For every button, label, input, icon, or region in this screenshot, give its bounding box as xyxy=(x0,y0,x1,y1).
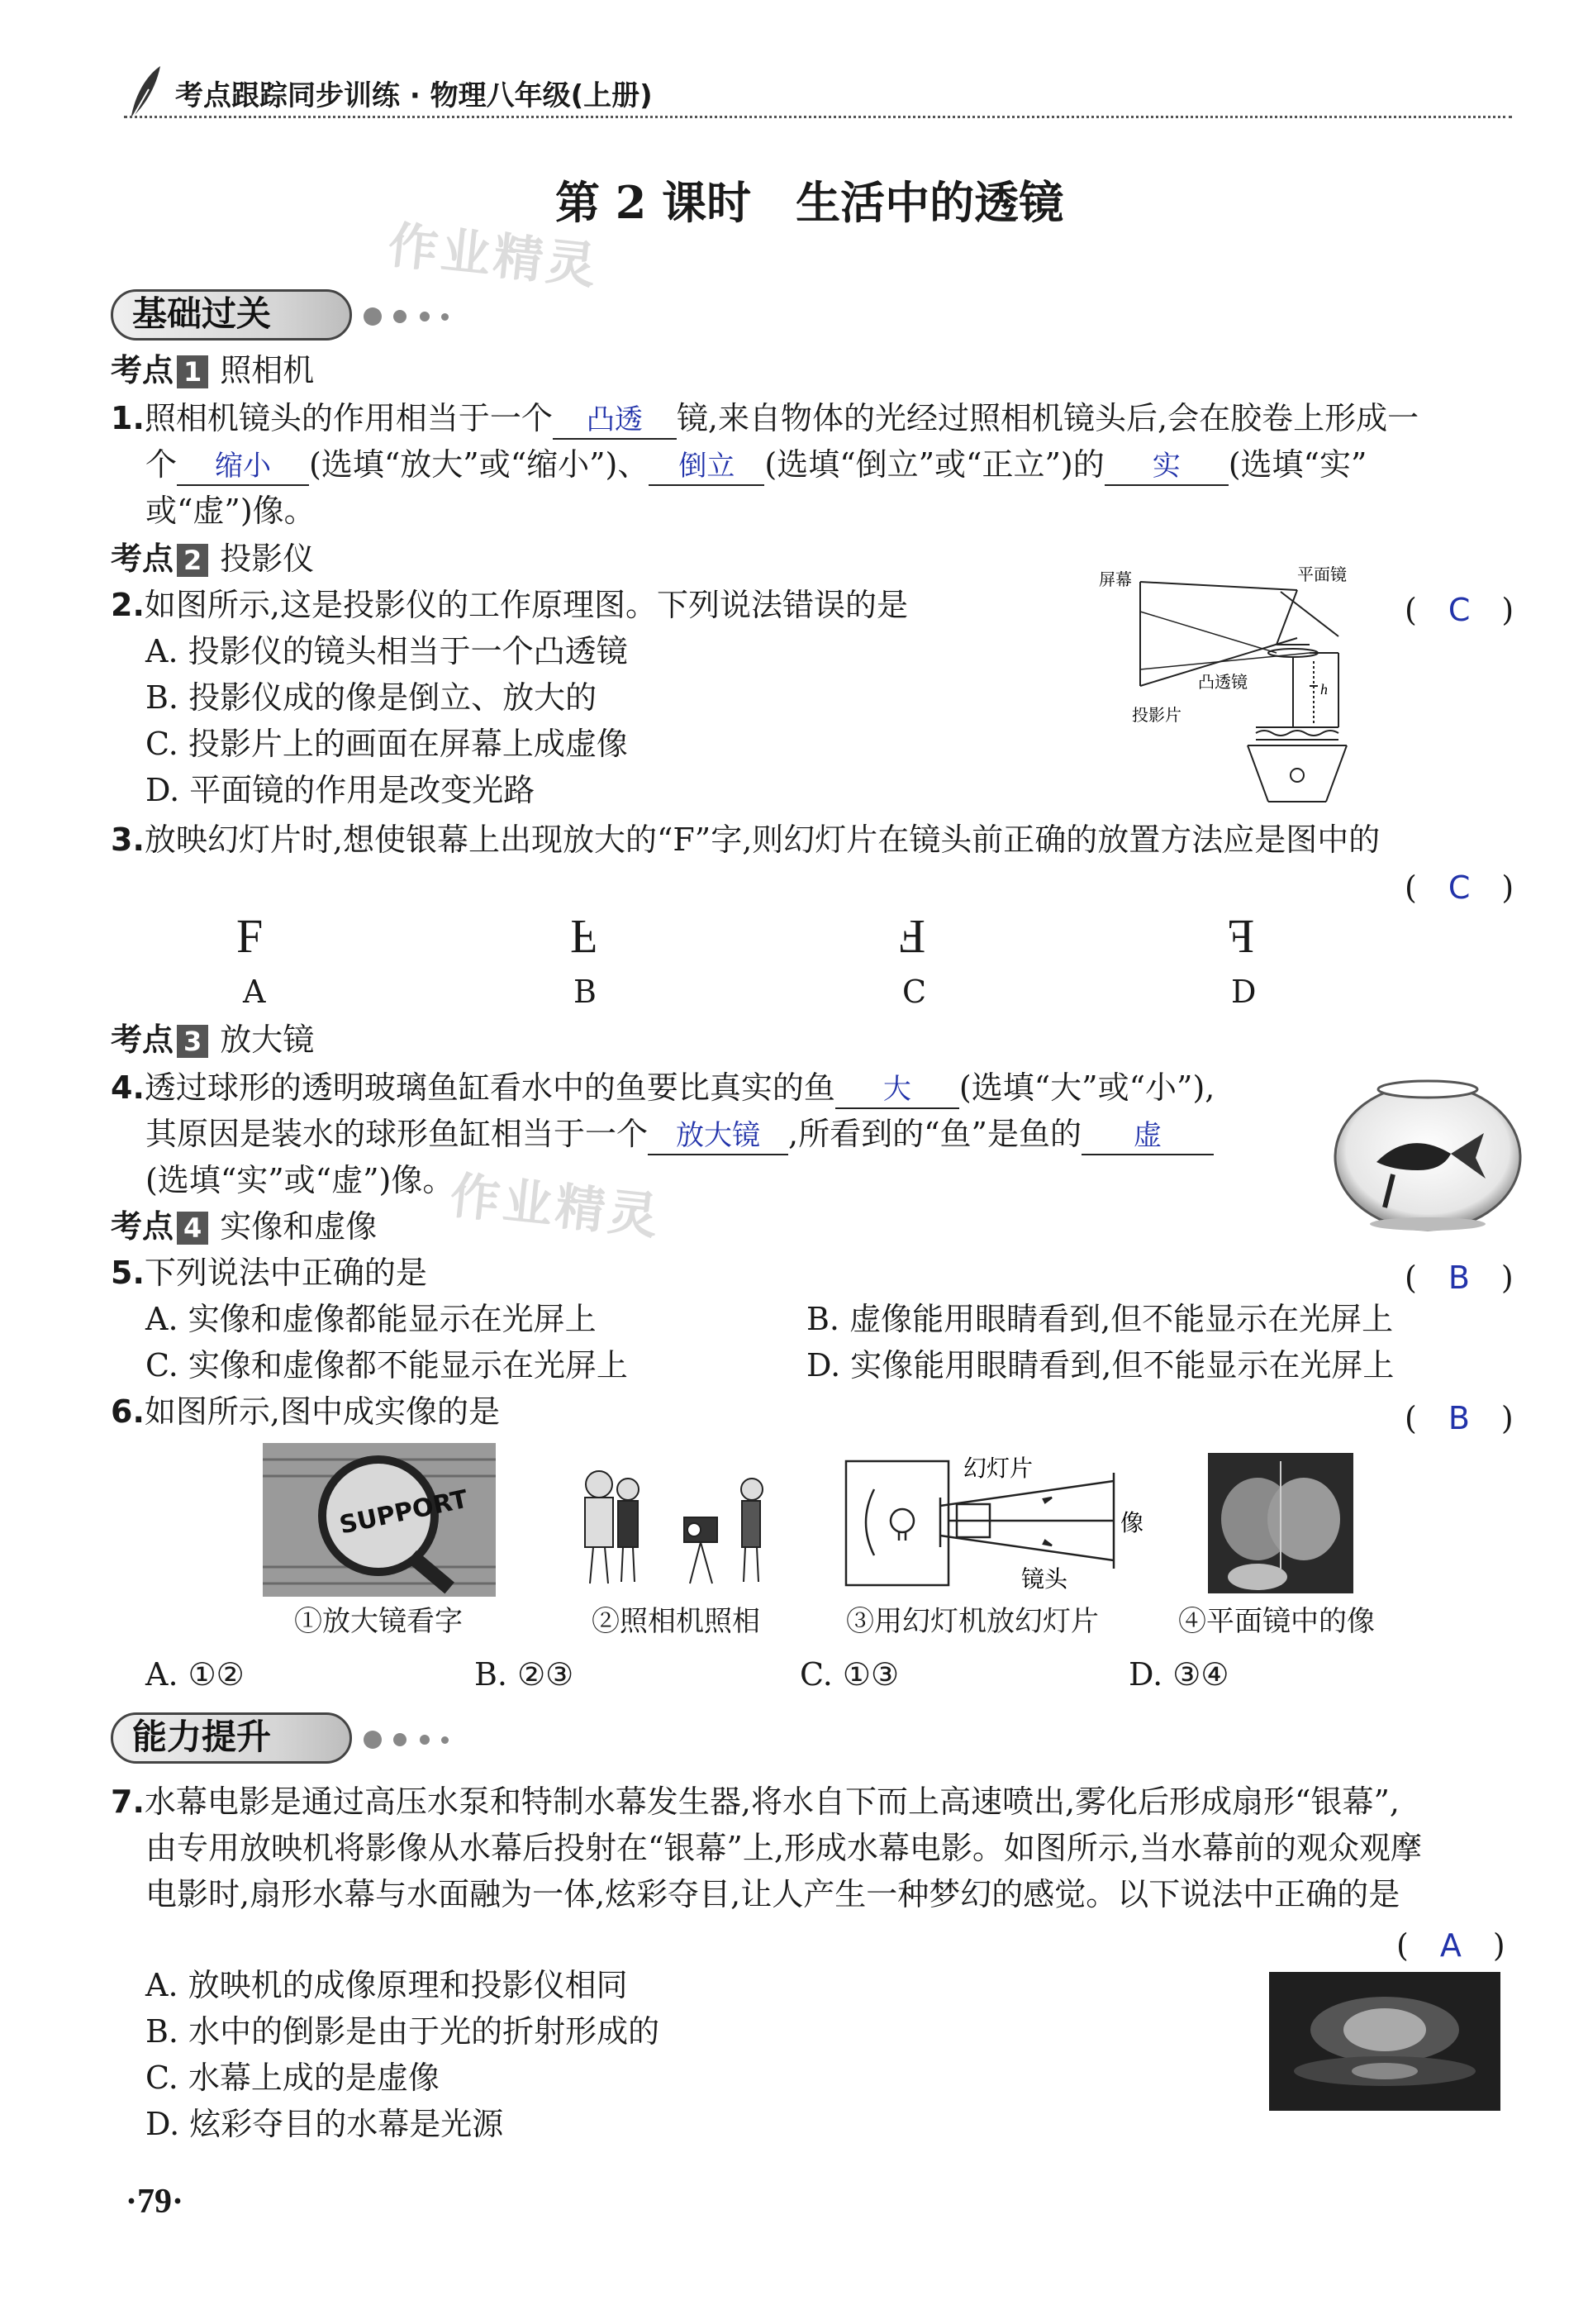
q3-label-c: C xyxy=(902,974,927,1010)
q7-answer-paren: ( A ) xyxy=(1396,1927,1505,1964)
q7-option-d: D. 炫彩夺目的水幕是光源 xyxy=(145,2106,504,2142)
decor-dot xyxy=(393,310,407,323)
q6-option-c: C. ①③ xyxy=(800,1656,900,1693)
q3-label-b: B xyxy=(573,974,597,1010)
q7-line3: 电影时,扇形水幕与水面融为一体,炫彩夺目,让人产生一种梦幻的感觉。以下说法中正确的是 xyxy=(145,1876,1400,1912)
q5-answer: B xyxy=(1448,1260,1470,1296)
decor-dot xyxy=(441,1736,449,1744)
q1-answer-2: 缩小 xyxy=(177,448,309,486)
decor-dot xyxy=(441,313,449,321)
q5-option-a: A. 实像和虚像都能显示在光屏上 xyxy=(145,1301,597,1337)
q6-option-a: A. ①② xyxy=(145,1656,245,1693)
section-advanced-title: 能力提升 xyxy=(132,1717,272,1757)
kaodian-3: 考点 3 放大镜 xyxy=(111,1022,315,1058)
page-number: ·79· xyxy=(126,2183,184,2221)
water-screen-photo xyxy=(1269,1972,1500,2111)
q6-option-d: D. ③④ xyxy=(1129,1656,1229,1693)
label-image: 像 xyxy=(1120,1511,1144,1536)
q3-stem: 3.放映幻灯片时,想使银幕上出现放大的“F”字,则幻灯片在镜头前正确的放置方法应是图中的 xyxy=(111,821,1381,858)
q3-label-d: D xyxy=(1231,974,1257,1010)
q6-fig-camera xyxy=(562,1460,785,1592)
q2-answer: C xyxy=(1448,592,1471,628)
q1-answer-3: 倒立 xyxy=(649,448,764,486)
q2-option-a: A. 投影仪的镜头相当于一个凸透镜 xyxy=(145,633,628,669)
q1-line2: 个 缩小 (选填“放大”或“缩小”)、 倒立 (选填“倒立”或“正立”)的 实 (选填“实” xyxy=(145,443,1367,486)
book-title: 考点跟踪同步训练 · 物理八年级(上册) xyxy=(175,79,653,112)
watermark: 作业精灵 xyxy=(447,1166,664,1247)
q4-line2: 其原因是装水的球形鱼缸相当于一个 放大镜 ,所看到的“鱼”是鱼的 虚 xyxy=(145,1112,1214,1155)
q4-line1: 4.透过球形的透明玻璃鱼缸看水中的鱼要比真实的鱼 大 (选填“大”或“小”), xyxy=(111,1066,1215,1109)
kaodian-2: 考点 2 投影仪 xyxy=(111,541,315,577)
q5-option-c: C. 实像和虚像都不能显示在光屏上 xyxy=(145,1347,628,1383)
q3-answer-paren: ( C ) xyxy=(1405,869,1514,906)
q2-stem: 2.如图所示,这是投影仪的工作原理图。下列说法错误的是 xyxy=(111,587,908,623)
q5-answer-paren: ( B ) xyxy=(1405,1260,1514,1296)
decor-dot xyxy=(364,307,382,326)
q6-answer-paren: ( B ) xyxy=(1405,1400,1514,1436)
decor-dot xyxy=(393,1733,407,1746)
label-lens: 镜头 xyxy=(1021,1567,1068,1593)
q4-answer-1: 大 xyxy=(835,1071,959,1109)
fishbowl-figure xyxy=(1327,1071,1529,1233)
q6-fig-magnifier xyxy=(263,1443,496,1597)
q7-option-c: C. 水幕上成的是虚像 xyxy=(145,2060,440,2096)
q5-stem: 5.下列说法中正确的是 xyxy=(111,1255,427,1291)
decor-dot xyxy=(364,1731,382,1749)
q2-answer-paren: ( C ) xyxy=(1405,592,1514,628)
q2-option-d: D. 平面镜的作用是改变光路 xyxy=(145,772,535,808)
q4-answer-3: 虚 xyxy=(1082,1117,1214,1155)
q6-stem: 6.如图所示,图中成实像的是 xyxy=(111,1393,500,1430)
q4-line3: (选填“实”或“虚”)像。 xyxy=(145,1162,454,1198)
projector-diagram xyxy=(1091,562,1396,826)
watermark: 作业精灵 xyxy=(385,216,602,297)
q6-option-b: B. ②③ xyxy=(474,1656,574,1693)
lesson-title: 第 2 课时 生活中的透镜 xyxy=(555,176,1064,229)
q6-answer: B xyxy=(1448,1400,1470,1436)
q2-option-b: B. 投影仪成的像是倒立、放大的 xyxy=(145,679,597,716)
q7-option-a: A. 放映机的成像原理和投影仪相同 xyxy=(145,1967,628,2003)
q7-line1: 7.水幕电影是通过高压水泵和特制水幕发生器,将水自下而上高速喷出,雾化后形成扇形“银幕”, xyxy=(111,1783,1400,1820)
label-mirror: 平面镜 xyxy=(1297,566,1347,584)
q3-label-a: A xyxy=(243,974,266,1010)
q3-choice-c-glyph: F xyxy=(899,910,926,964)
feather-pen-icon xyxy=(124,64,165,122)
section-basic-title: 基础过关 xyxy=(132,293,272,334)
q5-option-b: B. 虚像能用眼睛看到,但不能显示在光屏上 xyxy=(806,1301,1394,1337)
kaodian-4: 考点 4 实像和虚像 xyxy=(111,1208,378,1245)
q3-choice-d-glyph: F xyxy=(1228,909,1255,963)
q6-fig-mirror xyxy=(1208,1453,1353,1593)
label-h: h xyxy=(1320,681,1328,698)
q1-answer-1: 凸透 xyxy=(553,402,677,440)
label-screen: 屏幕 xyxy=(1099,571,1132,589)
header-divider xyxy=(124,116,1512,118)
q6-caption-1: ①放大镜看字 xyxy=(294,1605,463,1638)
q1-line1: 1.照相机镜头的作用相当于一个 凸透 镜,来自物体的光经过照相机镜头后,会在胶卷上形成一 xyxy=(111,397,1419,440)
q7-answer: A xyxy=(1439,1927,1462,1964)
q5-option-d: D. 实像能用眼睛看到,但不能显示在光屏上 xyxy=(806,1347,1395,1383)
q7-line2: 由专用放映机将影像从水幕后投射在“银幕”上,形成水幕电影。如图所示,当水幕前的观众观摩 xyxy=(145,1830,1423,1866)
kaodian-1: 考点 1 照相机 xyxy=(111,352,315,388)
q3-choice-a-glyph: F xyxy=(236,909,264,963)
q1-line3: 或“虚”)像。 xyxy=(145,493,316,529)
q2-option-c: C. 投影片上的画面在屏幕上成虚像 xyxy=(145,726,628,762)
q3-answer: C xyxy=(1448,869,1471,906)
label-slide: 投影片 xyxy=(1132,707,1181,725)
q6-caption-2: ②照相机照相 xyxy=(592,1605,760,1638)
q3-choice-b-glyph: F xyxy=(570,910,597,964)
decor-dot xyxy=(420,312,430,321)
q4-answer-2: 放大镜 xyxy=(648,1117,788,1155)
support-text: SUPPORT xyxy=(336,1484,471,1541)
decor-dot xyxy=(420,1735,430,1745)
label-lens: 凸透镜 xyxy=(1198,674,1248,692)
q6-caption-4: ④平面镜中的像 xyxy=(1178,1605,1375,1638)
q6-fig-projector xyxy=(841,1448,1147,1598)
label-slide: 幻灯片 xyxy=(963,1456,1034,1482)
q6-caption-3: ③用幻灯机放幻灯片 xyxy=(846,1605,1099,1638)
q7-option-b: B. 水中的倒影是由于光的折射形成的 xyxy=(145,2013,660,2050)
q1-answer-4: 实 xyxy=(1105,448,1229,486)
